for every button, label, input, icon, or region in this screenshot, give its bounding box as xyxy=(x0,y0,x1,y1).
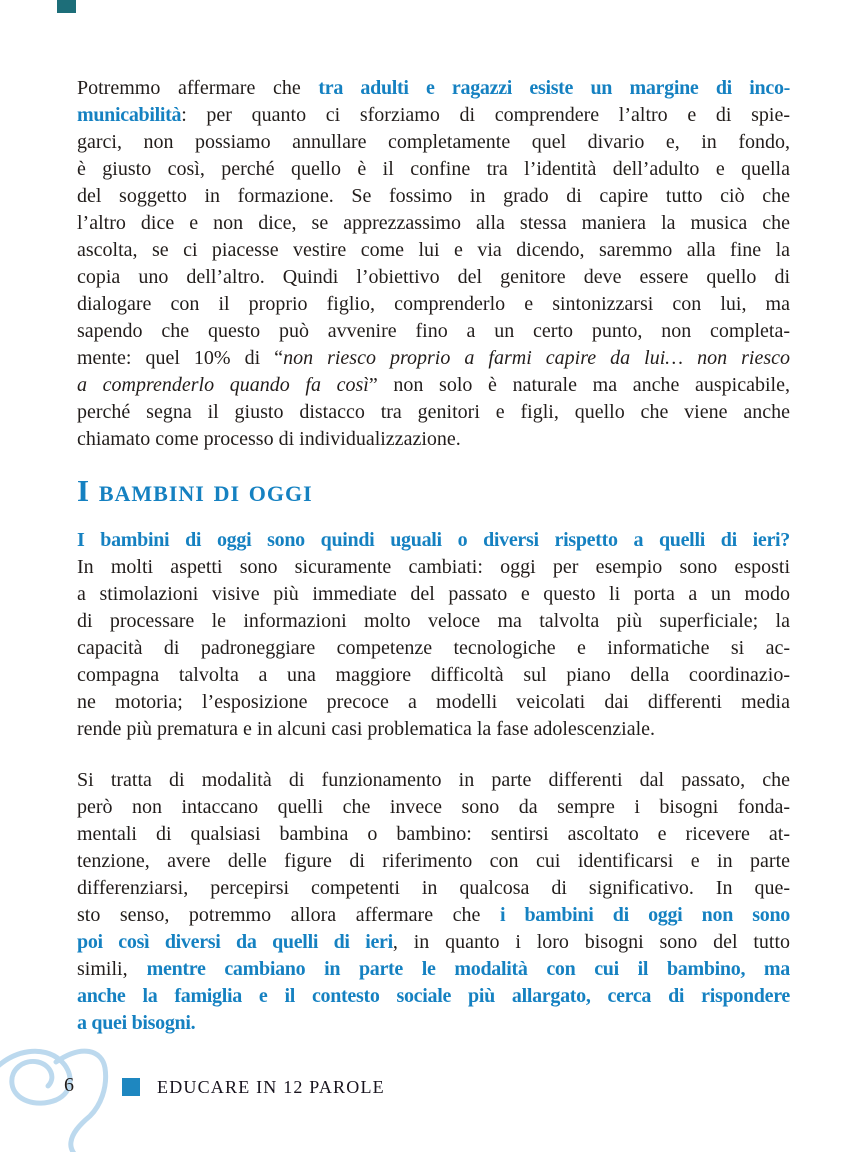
text-line xyxy=(77,183,790,210)
text-line xyxy=(77,689,790,716)
emphasis-blue-text: mentre cambiano in parte le modalità con cui il bambino, ma xyxy=(146,958,790,980)
body-run: perché segna il giusto distacco tra genitori e figli, quello che viene anche xyxy=(77,401,790,423)
text-line xyxy=(77,426,790,453)
text-line xyxy=(77,848,790,875)
text-line xyxy=(77,716,790,743)
text-line xyxy=(77,237,790,264)
body-run: chiamato come processo di individualizzazione. xyxy=(77,428,461,450)
body-run: l’altro dice e non dice, se apprezzassimo alla stessa maniera la musica che xyxy=(77,212,790,234)
body-run: ” non solo è naturale ma anche auspicabile, xyxy=(368,374,790,396)
body-run: capacità di padroneggiare competenze tecnologiche e informatiche si ac- xyxy=(77,637,790,659)
text-line xyxy=(77,821,790,848)
body-run: mente: quel 10% di “ xyxy=(77,347,284,369)
body-run: dialogare con il proprio figlio, comprenderlo e sintonizzarsi con lui, ma xyxy=(77,293,790,315)
body-run: ascolta, se ci piacesse vestire come lui e via dicendo, saremmo alla fine la xyxy=(77,239,790,261)
text-line xyxy=(77,902,790,929)
text-line xyxy=(77,794,790,821)
footer-marker-square xyxy=(122,1078,140,1096)
body-run: simili, xyxy=(77,958,147,980)
body-run: è giusto così, perché quello è il confine tra l’identità dell’adulto e quella xyxy=(77,158,790,180)
text-line xyxy=(77,129,790,156)
body-run: Si tratta di modalità di funzionamento in parte differenti dal passato, che xyxy=(77,769,790,791)
text-line xyxy=(77,75,790,102)
text-line xyxy=(77,399,790,426)
page-number: 6 xyxy=(64,1074,74,1096)
paragraph xyxy=(77,767,790,1037)
text-line xyxy=(77,372,790,399)
text-line xyxy=(77,767,790,794)
emphasis-blue-text: anche la famiglia e il contesto sociale più allargato, cerca di rispondere xyxy=(77,985,790,1007)
emphasis-blue-text: a quei bisogni. xyxy=(77,1012,196,1034)
body-run: differenziarsi, percepirsi competenti in qualcosa di significativo. In que- xyxy=(77,877,790,899)
italic-quote-text: a comprenderlo quando fa così xyxy=(77,374,369,396)
emphasis-blue-text: municabilità xyxy=(77,104,182,126)
text-line xyxy=(77,291,790,318)
emphasis-blue-text: tra adulti e ragazzi esiste un margine di inco- xyxy=(318,77,791,99)
body-run: Potremmo affermare che xyxy=(77,77,319,99)
emphasis-blue-text: i bambini di oggi non sono xyxy=(499,904,790,926)
text-line xyxy=(77,318,790,345)
body-run: mentali di qualsiasi bambina o bambino: sentirsi ascoltato e ricevere at- xyxy=(77,823,790,845)
body-text xyxy=(77,75,790,1037)
text-line xyxy=(77,102,790,129)
text-line xyxy=(77,635,790,662)
body-run: , in quanto i loro bisogni sono del tutto xyxy=(392,931,791,953)
body-run: tenzione, avere delle figure di riferimento con cui identificarsi e in parte xyxy=(77,850,790,872)
text-line xyxy=(77,956,790,983)
body-run: : per quanto ci sforziamo di comprendere l’altro e di spie- xyxy=(181,104,790,126)
emphasis-blue-text: I bambini di oggi sono quindi uguali o diversi rispetto a quelli di ieri? xyxy=(77,529,790,551)
body-run: però non intaccano quelli che invece sono da sempre i bisogni fonda- xyxy=(77,796,790,818)
text-line xyxy=(77,156,790,183)
text-line xyxy=(77,554,790,581)
body-run: di processare le informazioni molto veloce ma talvolta più superficiale; la xyxy=(77,610,790,632)
text-line xyxy=(77,345,790,372)
text-line xyxy=(77,662,790,689)
body-run: compagna talvolta a una maggiore difficoltà sul piano della coordinazio- xyxy=(77,664,790,686)
text-line xyxy=(77,875,790,902)
text-line xyxy=(77,264,790,291)
text-line xyxy=(77,210,790,237)
italic-quote-text: non riesco proprio a farmi capire da lui… non riesco xyxy=(283,347,791,369)
page-edge-mark xyxy=(57,0,76,13)
body-run: del soggetto in formazione. Se fossimo in grado di capire tutto ciò che xyxy=(77,185,790,207)
paragraph xyxy=(77,75,790,453)
body-run: In molti aspetti sono sicuramente cambiati: oggi per esempio sono esposti xyxy=(77,556,790,578)
body-run: a stimolazioni visive più immediate del passato e questo li porta a un modo xyxy=(77,583,790,605)
body-run: ne motoria; l’esposizione precoce a modelli veicolati dai differenti media xyxy=(77,691,790,713)
body-run: sto senso, potremmo allora affermare che xyxy=(77,904,500,926)
body-run: rende più prematura e in alcuni casi problematica la fase adolescenziale. xyxy=(77,718,656,740)
section-heading: I bambini di oggi xyxy=(77,473,313,508)
paragraph xyxy=(77,527,790,743)
body-run: sapendo che questo può avvenire fino a un certo punto, non completa- xyxy=(77,320,790,342)
emphasis-blue-text: poi così diversi da quelli di ieri xyxy=(77,931,393,953)
text-line xyxy=(77,983,790,1010)
text-line xyxy=(77,1010,790,1037)
text-line xyxy=(77,581,790,608)
body-run: garci, non possiamo annullare completamente quel divario e, in fondo, xyxy=(77,131,790,153)
body-run: copia uno dell’altro. Quindi l’obiettivo del genitore deve essere quello di xyxy=(77,266,790,288)
text-line xyxy=(77,608,790,635)
running-footer-title: EDUCARE IN 12 PAROLE xyxy=(157,1077,385,1097)
text-line xyxy=(77,527,790,554)
text-line xyxy=(77,929,790,956)
